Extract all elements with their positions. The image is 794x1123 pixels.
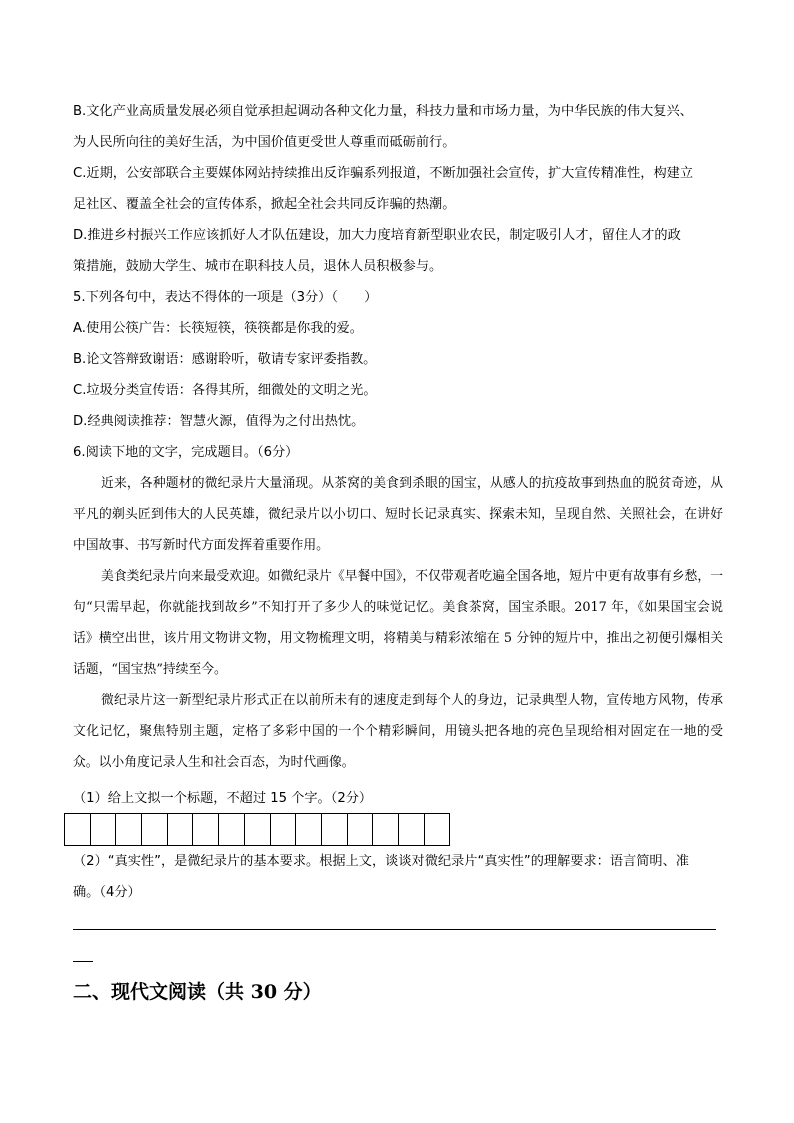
reading-passage	[73, 468, 723, 778]
answer-line-tail[interactable]	[73, 961, 93, 962]
q6-sub2-line: 确。（4分）	[73, 885, 141, 900]
answer-cell[interactable]	[322, 814, 348, 845]
answer-cell[interactable]	[296, 814, 322, 845]
answer-cell[interactable]	[399, 814, 425, 845]
q4-option-line: D.推进乡村振兴工作应该抓好人才队伍建设，加大力度培育新型职业农民，制定吸引人才，留住人才的政	[73, 228, 681, 243]
q5-stem: 5.下列各句中，表达不得体的一项是（3分）（ ）	[73, 290, 378, 305]
question-options-block	[73, 96, 723, 468]
answer-cell[interactable]	[142, 814, 168, 845]
q6-sub2	[73, 846, 723, 908]
answer-line[interactable]	[73, 929, 716, 930]
answer-cell[interactable]	[425, 814, 451, 845]
q4-option-line: B.文化产业高质量发展必须自觉承担起调动各种文化力量，科技力量和市场力量，为中华民族的伟大复兴、	[73, 104, 693, 119]
q5-option-d: D.经典阅读推荐：智慧火源，值得为之付出热忱。	[73, 414, 365, 429]
answer-cell[interactable]	[245, 814, 271, 845]
passage-paragraph: 微纪录片这一新型纪录片形式正在以前所未有的速度走到每个人的身边，记录典型人物，宣传地方风物，传承文化记忆，聚焦特别主题，定格了多彩中国的一个个精彩瞬间，用镜头把各地的亮色呈现给相对固定在一地的受众。以小角度记录人生和社会百态，为时代画像。	[73, 693, 723, 770]
q6-sub2-line: （2）“真实性”，是微纪录片的基本要求。根据上文，谈谈对微纪录片“真实性”的理解要求：语言简明、准	[73, 854, 689, 869]
answer-cell[interactable]	[91, 814, 117, 845]
answer-cell[interactable]	[271, 814, 297, 845]
answer-cell[interactable]	[168, 814, 194, 845]
q5-option-c: C.垃圾分类宣传语：各得其所，细微处的文明之光。	[73, 383, 377, 398]
q6-stem: 6.阅读下地的文字，完成题目。（6分）	[73, 445, 299, 460]
q5-option-b: B.论文答辩致谢语：感谢聆听，敬请专家评委指教。	[73, 352, 377, 367]
q6-sub1: （1）给上文拟一个标题，不超过 15 个字。（2分）	[73, 791, 373, 806]
q4-option-line: C.近期，公安部联合主要媒体网站持续推出反诈骗系列报道，不断加强社会宣传，扩大宣传精准性，构建立	[73, 166, 694, 181]
answer-cell[interactable]	[193, 814, 219, 845]
q4-option-line: 足社区、覆盖全社会的宣传体系，掀起全社会共同反诈骗的热潮。	[73, 197, 456, 212]
answer-cell[interactable]	[65, 814, 91, 845]
answer-cell[interactable]	[373, 814, 399, 845]
q4-option-line: 策措施，鼓励大学生、城市在职科技人员，退休人员积极参与。	[73, 259, 443, 274]
answer-cell[interactable]	[348, 814, 374, 845]
q4-option-line: 为人民所向往的美好生活，为中国价值更受世人尊重而砥砺前行。	[73, 135, 456, 150]
title-answer-grid[interactable]	[64, 813, 450, 846]
passage-paragraph: 美食类纪录片向来最受欢迎。如微纪录片《早餐中国》，不仅带观者吃遍全国各地，短片中更有故事有乡愁，一句“只需早起，你就能找到故乡”不知打开了多少人的味觉记忆。美食茶窝，国宝杀眼。2017 年，《如果国宝会说话》横空出世，该片用文物讲文物，用文物梳理文明，将精美与精彩浓缩在 5 分钟的短片中，推出之初便引爆相关话题，“国宝热”持续至今。	[73, 569, 723, 677]
answer-cell[interactable]	[116, 814, 142, 845]
q5-option-a: A.使用公筷广告：长筷短筷，筷筷都是你我的爱。	[73, 321, 363, 336]
section-heading: 二、现代文阅读（共 30 分）	[73, 981, 322, 1003]
passage-paragraph: 近来，各种题材的微纪录片大量涌现。从茶窝的美食到杀眼的国宝，从感人的抗疫故事到热血的脱贫奇迹，从平凡的剃头匠到伟大的人民英雄，微纪录片以小切口、短时长记录真实、探索未知，呈现自然、关照社会，在讲好中国故事、书写新时代方面发挥着重要作用。	[73, 476, 723, 553]
answer-cell[interactable]	[219, 814, 245, 845]
